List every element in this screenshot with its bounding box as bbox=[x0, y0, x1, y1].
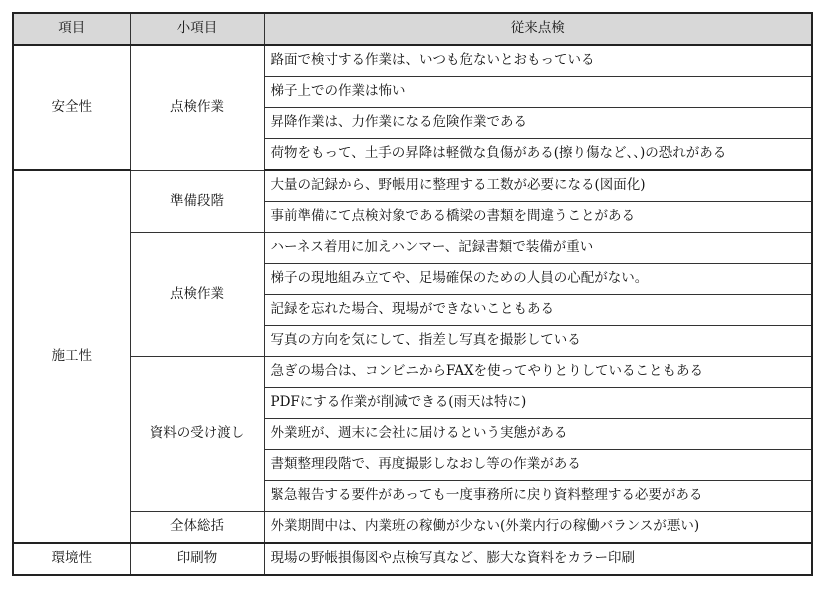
description-cell: 書類整理段階で、再度撮影しなおし等の作業がある bbox=[264, 450, 812, 481]
header-subitem: 小項目 bbox=[130, 13, 264, 45]
description-cell: 外業班が、週末に会社に届けるという実態がある bbox=[264, 419, 812, 450]
header-conventional-inspection: 従来点検 bbox=[264, 13, 812, 45]
description-cell: 事前準備にて点検対象である橋梁の書類を間違うことがある bbox=[264, 202, 812, 233]
description-cell: ハーネス着用に加えハンマー、記録書類で装備が重い bbox=[264, 233, 812, 264]
table-row bbox=[13, 543, 812, 575]
description-cell: 荷物をもって、土手の昇降は軽微な負傷がある(擦り傷など、、)の恐れがある bbox=[264, 139, 812, 171]
subitem-cell: 資料の受け渡し bbox=[130, 357, 264, 512]
item-cell: 安全性 bbox=[13, 45, 130, 170]
description-cell: PDFにする作業が削減できる(雨天は特に) bbox=[264, 388, 812, 419]
table-row bbox=[13, 357, 812, 388]
description-cell: 急ぎの場合は、コンビニからFAXを使ってやりとりしていることもある bbox=[264, 357, 812, 388]
subitem-cell: 点検作業 bbox=[130, 233, 264, 357]
table-row bbox=[13, 233, 812, 264]
description-cell: 現場の野帳損傷図や点検写真など、膨大な資料をカラー印刷 bbox=[264, 543, 812, 575]
description-cell: 写真の方向を気にして、指差し写真を撮影している bbox=[264, 326, 812, 357]
subitem-cell: 点検作業 bbox=[130, 45, 264, 170]
table-body bbox=[13, 45, 812, 575]
table-row bbox=[13, 170, 812, 202]
subitem-cell: 準備段階 bbox=[130, 170, 264, 233]
description-cell: 梯子の現地組み立てや、足場確保のための人員の心配がない。 bbox=[264, 264, 812, 295]
item-cell: 施工性 bbox=[13, 170, 130, 543]
item-cell: 環境性 bbox=[13, 543, 130, 575]
comparison-table-container bbox=[12, 12, 813, 576]
table-header-row bbox=[13, 13, 812, 45]
header-item: 項目 bbox=[13, 13, 130, 45]
description-cell: 外業期間中は、内業班の稼働が少ない(外業内行の稼働バランスが悪い) bbox=[264, 512, 812, 544]
description-cell: 昇降作業は、力作業になる危険作業である bbox=[264, 108, 812, 139]
description-cell: 大量の記録から、野帳用に整理する工数が必要になる(図面化) bbox=[264, 170, 812, 202]
table-row bbox=[13, 512, 812, 544]
subitem-cell: 全体総括 bbox=[130, 512, 264, 544]
description-cell: 緊急報告する要件があっても一度事務所に戻り資料整理する必要がある bbox=[264, 481, 812, 512]
description-cell: 梯子上での作業は怖い bbox=[264, 77, 812, 108]
subitem-cell: 印刷物 bbox=[130, 543, 264, 575]
table-row bbox=[13, 45, 812, 77]
description-cell: 路面で検寸する作業は、いつも危ないとおもっている bbox=[264, 45, 812, 77]
inspection-comparison-table bbox=[12, 12, 813, 576]
description-cell: 記録を忘れた場合、現場ができないこともある bbox=[264, 295, 812, 326]
